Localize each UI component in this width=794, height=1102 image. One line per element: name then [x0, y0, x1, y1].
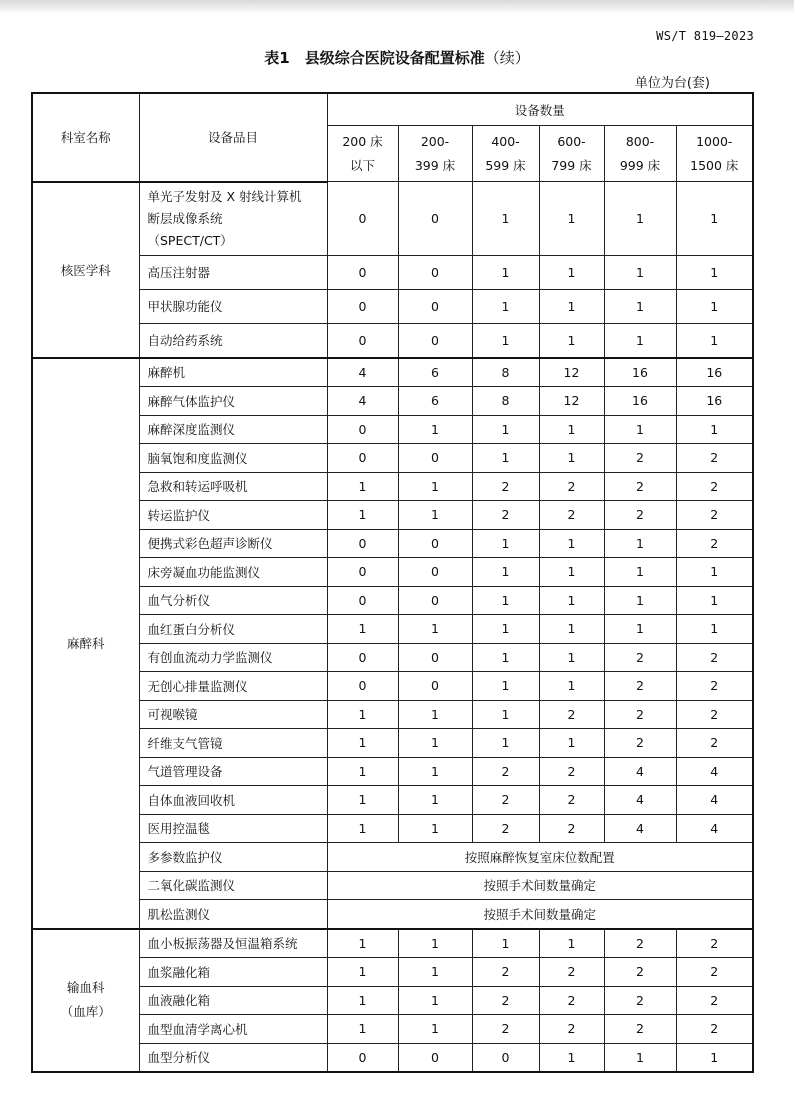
- quantity-cell: 1: [676, 586, 753, 615]
- quantity-cell: 2: [604, 929, 676, 958]
- quantity-cell: 2: [676, 672, 753, 701]
- equipment-name-line: 自动给药系统: [147, 333, 223, 348]
- quantity-cell: 4: [676, 814, 753, 843]
- quantity-cell: 4: [676, 786, 753, 815]
- quantity-cell: 2: [604, 1015, 676, 1044]
- quantity-cell: 4: [604, 757, 676, 786]
- quantity-cell: 1: [398, 700, 472, 729]
- equipment-name-line: 麻醉深度监测仪: [147, 422, 236, 438]
- quantity-cell: 12: [539, 387, 604, 416]
- quantity-cell: 1: [398, 415, 472, 444]
- equipment-name-line: 可视喉镜: [147, 707, 198, 723]
- table-row: [32, 415, 753, 444]
- quantity-rule: 按照手术间数量确定: [327, 900, 753, 929]
- equipment-name: [139, 929, 327, 958]
- dept-name-line: （血库）: [60, 1004, 111, 1020]
- quantity-cell: 0: [398, 672, 472, 701]
- equipment-name-line: 血浆融化箱: [147, 964, 211, 980]
- equipment-name: [139, 958, 327, 987]
- equipment-name: [139, 586, 327, 615]
- quantity-cell: 1: [327, 501, 398, 530]
- quantity-cell: 2: [604, 958, 676, 987]
- quantity-cell: 1: [604, 529, 676, 558]
- equipment-name: [139, 1043, 327, 1072]
- quantity-cell: 1: [472, 672, 539, 701]
- quantity-cell: 1: [327, 700, 398, 729]
- quantity-cell: 1: [604, 323, 676, 358]
- quantity-cell: 2: [676, 929, 753, 958]
- quantity-cell: 2: [676, 529, 753, 558]
- equipment-name: [139, 472, 327, 501]
- quantity-cell: 1: [472, 323, 539, 358]
- table-title-continued: （续）: [484, 49, 530, 67]
- equipment-name-line: 麻醉气体监护仪: [147, 393, 236, 409]
- quantity-cell: 1: [472, 444, 539, 473]
- header-bed-range: 1000- 1500 床: [676, 126, 753, 182]
- quantity-cell: 2: [676, 729, 753, 758]
- dept-name-line: 核医学科: [60, 262, 111, 278]
- quantity-cell: 0: [398, 289, 472, 323]
- quantity-cell: 2: [472, 786, 539, 815]
- equipment-name-line: 血型血清学离心机: [147, 1021, 248, 1037]
- quantity-cell: 1: [398, 472, 472, 501]
- equipment-name-line: 自体血液回收机: [147, 792, 236, 808]
- equipment-name-line: 多参数监护仪: [147, 849, 223, 865]
- quantity-cell: 2: [472, 986, 539, 1015]
- quantity-cell: 1: [327, 472, 398, 501]
- quantity-cell: 2: [539, 986, 604, 1015]
- quantity-cell: 4: [604, 786, 676, 815]
- quantity-cell: 0: [398, 323, 472, 358]
- quantity-cell: 1: [539, 586, 604, 615]
- header-item: 设备品目: [139, 93, 327, 182]
- equipment-name: [139, 444, 327, 473]
- header-dept: 科室名称: [32, 93, 139, 182]
- quantity-cell: 0: [398, 182, 472, 256]
- quantity-cell: 1: [539, 529, 604, 558]
- quantity-cell: 1: [539, 444, 604, 473]
- quantity-cell: 16: [604, 358, 676, 387]
- quantity-cell: 1: [539, 729, 604, 758]
- table-row: [32, 289, 753, 323]
- quantity-cell: 1: [676, 558, 753, 587]
- unit-note: 单位为台(套): [634, 76, 710, 91]
- quantity-cell: 2: [539, 1015, 604, 1044]
- dept-name-line: 麻醉科: [66, 636, 105, 651]
- equipment-name-line: 肌松监测仪: [147, 906, 211, 922]
- quantity-cell: 8: [472, 387, 539, 416]
- equipment-name: [139, 529, 327, 558]
- quantity-cell: 1: [539, 1043, 604, 1072]
- quantity-cell: 4: [676, 757, 753, 786]
- quantity-cell: 0: [398, 586, 472, 615]
- quantity-cell: 2: [676, 501, 753, 530]
- dept-name: [32, 358, 139, 929]
- quantity-cell: 2: [676, 472, 753, 501]
- quantity-cell: 1: [539, 289, 604, 323]
- header-bed-range: 600- 799 床: [539, 126, 604, 182]
- page-top-shadow: [0, 0, 794, 14]
- quantity-cell: 1: [398, 814, 472, 843]
- quantity-cell: 0: [327, 643, 398, 672]
- equipment-name-line: 纤维支气管镜: [147, 735, 223, 751]
- quantity-cell: 16: [604, 387, 676, 416]
- table-row: [32, 472, 753, 501]
- quantity-cell: 1: [398, 929, 472, 958]
- quantity-cell: 2: [676, 1015, 753, 1044]
- equipment-name: [139, 255, 327, 289]
- table-row: [32, 871, 753, 900]
- equipment-name-line: 血小板振荡器及恒温箱系统: [147, 936, 298, 952]
- quantity-cell: 0: [327, 323, 398, 358]
- equipment-name-line: 血气分析仪: [147, 593, 211, 609]
- quantity-cell: 2: [472, 757, 539, 786]
- equipment-name-line: 气道管理设备: [147, 764, 223, 780]
- quantity-cell: 0: [327, 558, 398, 587]
- quantity-cell: 2: [539, 814, 604, 843]
- quantity-cell: 1: [539, 615, 604, 644]
- quantity-cell: 1: [327, 929, 398, 958]
- equipment-name-line: 甲状腺功能仪: [147, 299, 223, 314]
- quantity-cell: 0: [327, 586, 398, 615]
- equipment-name: [139, 871, 327, 900]
- quantity-cell: 1: [398, 958, 472, 987]
- quantity-cell: 1: [539, 672, 604, 701]
- quantity-cell: 1: [604, 182, 676, 256]
- quantity-cell: 2: [604, 472, 676, 501]
- quantity-cell: 0: [327, 1043, 398, 1072]
- quantity-cell: 2: [539, 757, 604, 786]
- equipment-name: [139, 415, 327, 444]
- quantity-cell: 1: [472, 929, 539, 958]
- quantity-cell: 12: [539, 358, 604, 387]
- quantity-rule: 按照手术间数量确定: [327, 871, 753, 900]
- dept-name: [32, 929, 139, 1073]
- quantity-cell: 2: [604, 700, 676, 729]
- quantity-cell: 0: [327, 529, 398, 558]
- quantity-cell: 2: [676, 444, 753, 473]
- quantity-rule: 按照麻醉恢复室床位数配置: [327, 843, 753, 872]
- table-row: [32, 786, 753, 815]
- quantity-cell: 1: [472, 729, 539, 758]
- quantity-cell: 2: [539, 472, 604, 501]
- equipment-name-line: 便携式彩色超声诊断仪: [147, 536, 273, 552]
- quantity-cell: 0: [327, 672, 398, 701]
- header-quantity: 设备数量: [327, 93, 753, 126]
- table-row: [32, 387, 753, 416]
- quantity-cell: 1: [539, 182, 604, 256]
- quantity-cell: 4: [327, 387, 398, 416]
- header-bed-range: 200 床 以下: [327, 126, 398, 182]
- equipment-name: [139, 387, 327, 416]
- table-row: [32, 323, 753, 358]
- header-bed-range: 400- 599 床: [472, 126, 539, 182]
- table-row: [32, 958, 753, 987]
- quantity-cell: 1: [604, 1043, 676, 1072]
- quantity-cell: 1: [539, 643, 604, 672]
- quantity-cell: 0: [398, 255, 472, 289]
- equipment-name-line: 转运监护仪: [147, 507, 211, 523]
- table-row: [32, 182, 753, 256]
- table-row: [32, 900, 753, 929]
- quantity-cell: 4: [604, 814, 676, 843]
- quantity-cell: 1: [604, 289, 676, 323]
- quantity-cell: 1: [604, 255, 676, 289]
- equipment-name: [139, 814, 327, 843]
- quantity-cell: 1: [327, 786, 398, 815]
- quantity-cell: 6: [398, 387, 472, 416]
- quantity-cell: 0: [327, 415, 398, 444]
- quantity-cell: 1: [539, 415, 604, 444]
- equipment-name: [139, 986, 327, 1015]
- equipment-name-line: 血红蛋白分析仪: [147, 621, 236, 637]
- dept-name: [32, 182, 139, 358]
- table-row: [32, 814, 753, 843]
- equipment-name: [139, 672, 327, 701]
- quantity-cell: 0: [327, 289, 398, 323]
- quantity-cell: 1: [539, 323, 604, 358]
- quantity-cell: 1: [398, 615, 472, 644]
- quantity-cell: 1: [398, 1015, 472, 1044]
- equipment-name: [139, 558, 327, 587]
- quantity-cell: 0: [398, 1043, 472, 1072]
- quantity-cell: 6: [398, 358, 472, 387]
- quantity-cell: 1: [472, 558, 539, 587]
- table-row: [32, 586, 753, 615]
- equipment-name-line: 血型分析仪: [147, 1050, 211, 1066]
- quantity-cell: 2: [676, 958, 753, 987]
- quantity-cell: 2: [472, 472, 539, 501]
- quantity-cell: 2: [539, 501, 604, 530]
- quantity-cell: 1: [472, 643, 539, 672]
- header-bed-range: 200- 399 床: [398, 126, 472, 182]
- quantity-cell: 1: [472, 700, 539, 729]
- quantity-cell: 4: [327, 358, 398, 387]
- quantity-cell: 2: [676, 986, 753, 1015]
- equipment-name-line: 血液融化箱: [147, 993, 211, 1009]
- quantity-cell: 2: [472, 814, 539, 843]
- table-row: [32, 757, 753, 786]
- quantity-cell: 1: [539, 558, 604, 587]
- equipment-name-line: 二氧化碳监测仪: [147, 878, 236, 894]
- table-row: [32, 986, 753, 1015]
- equipment-name-line: 有创血流动力学监测仪: [147, 650, 273, 666]
- quantity-cell: 2: [539, 700, 604, 729]
- quantity-cell: 0: [398, 529, 472, 558]
- header-bed-range: 800- 999 床: [604, 126, 676, 182]
- equipment-name-line: 无创心排量监测仪: [147, 678, 248, 694]
- quantity-cell: 1: [327, 1015, 398, 1044]
- quantity-cell: 1: [327, 986, 398, 1015]
- table-row: [32, 843, 753, 872]
- quantity-cell: 2: [472, 1015, 539, 1044]
- quantity-cell: 1: [676, 255, 753, 289]
- table-row: [32, 255, 753, 289]
- equipment-name: [139, 757, 327, 786]
- quantity-cell: 2: [604, 501, 676, 530]
- quantity-cell: 1: [676, 182, 753, 256]
- equipment-name-line: 床旁凝血功能监测仪: [147, 564, 261, 580]
- quantity-cell: 0: [398, 643, 472, 672]
- quantity-cell: 1: [327, 615, 398, 644]
- quantity-cell: 2: [604, 986, 676, 1015]
- table-row: [32, 1015, 753, 1044]
- quantity-cell: 1: [604, 615, 676, 644]
- quantity-cell: 2: [604, 729, 676, 758]
- equipment-name-line: 断层成像系统: [147, 210, 223, 226]
- quantity-cell: 2: [539, 958, 604, 987]
- table-row: [32, 358, 753, 387]
- quantity-cell: 1: [539, 929, 604, 958]
- equipment-name: [139, 615, 327, 644]
- equipment-name: [139, 900, 327, 929]
- equipment-name: [139, 700, 327, 729]
- equipment-table: [31, 92, 754, 1073]
- quantity-cell: 0: [472, 1043, 539, 1072]
- dept-name-line: 输血科: [66, 980, 105, 996]
- quantity-cell: 2: [472, 958, 539, 987]
- quantity-cell: 1: [604, 415, 676, 444]
- quantity-cell: 1: [472, 182, 539, 256]
- quantity-cell: 1: [472, 289, 539, 323]
- quantity-cell: 2: [604, 444, 676, 473]
- equipment-name: [139, 1015, 327, 1044]
- equipment-name: [139, 358, 327, 387]
- quantity-cell: 0: [398, 444, 472, 473]
- table-row: [32, 501, 753, 530]
- quantity-cell: 1: [604, 558, 676, 587]
- quantity-cell: 2: [604, 643, 676, 672]
- table-row: [32, 729, 753, 758]
- equipment-name: [139, 843, 327, 872]
- quantity-cell: 1: [398, 986, 472, 1015]
- equipment-name-line: 脑氧饱和度监测仪: [147, 450, 248, 466]
- quantity-cell: 0: [327, 182, 398, 256]
- table-row: [32, 529, 753, 558]
- quantity-cell: 1: [472, 415, 539, 444]
- quantity-cell: 1: [398, 729, 472, 758]
- table-row: [32, 929, 753, 958]
- table-row: [32, 558, 753, 587]
- quantity-cell: 2: [539, 786, 604, 815]
- table-body: [32, 182, 753, 1073]
- quantity-cell: 1: [327, 757, 398, 786]
- quantity-cell: 1: [676, 1043, 753, 1072]
- equipment-name-line: 急救和转运呼吸机: [147, 479, 248, 495]
- quantity-cell: 2: [676, 643, 753, 672]
- table-row: [32, 1043, 753, 1072]
- equipment-name-line: 单光子发射及 X 射线计算机: [147, 188, 302, 204]
- quantity-cell: 2: [604, 672, 676, 701]
- table-row: [32, 643, 753, 672]
- table-title-main: 表1 县级综合医院设备配置标准: [264, 49, 485, 67]
- table-title: [0, 47, 794, 68]
- standard-number: WS/T 819—2023: [656, 29, 754, 43]
- quantity-cell: 1: [676, 289, 753, 323]
- quantity-cell: 1: [398, 757, 472, 786]
- quantity-cell: 1: [472, 615, 539, 644]
- quantity-cell: 1: [472, 255, 539, 289]
- quantity-cell: 1: [398, 786, 472, 815]
- quantity-cell: 0: [327, 255, 398, 289]
- quantity-cell: 1: [676, 323, 753, 358]
- equipment-name: [139, 323, 327, 358]
- table-row: [32, 700, 753, 729]
- quantity-cell: 2: [676, 700, 753, 729]
- equipment-name: [139, 729, 327, 758]
- equipment-name: [139, 182, 327, 256]
- equipment-name: [139, 289, 327, 323]
- quantity-cell: 1: [676, 615, 753, 644]
- table-row: [32, 672, 753, 701]
- equipment-name: [139, 501, 327, 530]
- quantity-cell: 1: [604, 586, 676, 615]
- quantity-cell: 2: [472, 501, 539, 530]
- equipment-name: [139, 786, 327, 815]
- quantity-cell: 16: [676, 387, 753, 416]
- table-row: [32, 444, 753, 473]
- quantity-cell: 16: [676, 358, 753, 387]
- quantity-cell: 1: [327, 729, 398, 758]
- quantity-cell: 1: [398, 501, 472, 530]
- quantity-cell: 0: [327, 444, 398, 473]
- quantity-cell: 1: [539, 255, 604, 289]
- quantity-cell: 1: [472, 586, 539, 615]
- equipment-name-line: 麻醉机: [147, 365, 186, 381]
- quantity-cell: 1: [472, 529, 539, 558]
- quantity-cell: 1: [327, 814, 398, 843]
- quantity-cell: 0: [398, 558, 472, 587]
- quantity-cell: 8: [472, 358, 539, 387]
- equipment-name-line: 高压注射器: [147, 265, 211, 280]
- equipment-name-line: 医用控温毯: [147, 821, 211, 837]
- quantity-cell: 1: [327, 958, 398, 987]
- table-row: [32, 615, 753, 644]
- equipment-name-line: （SPECT/CT）: [147, 232, 233, 248]
- equipment-name: [139, 643, 327, 672]
- quantity-cell: 1: [676, 415, 753, 444]
